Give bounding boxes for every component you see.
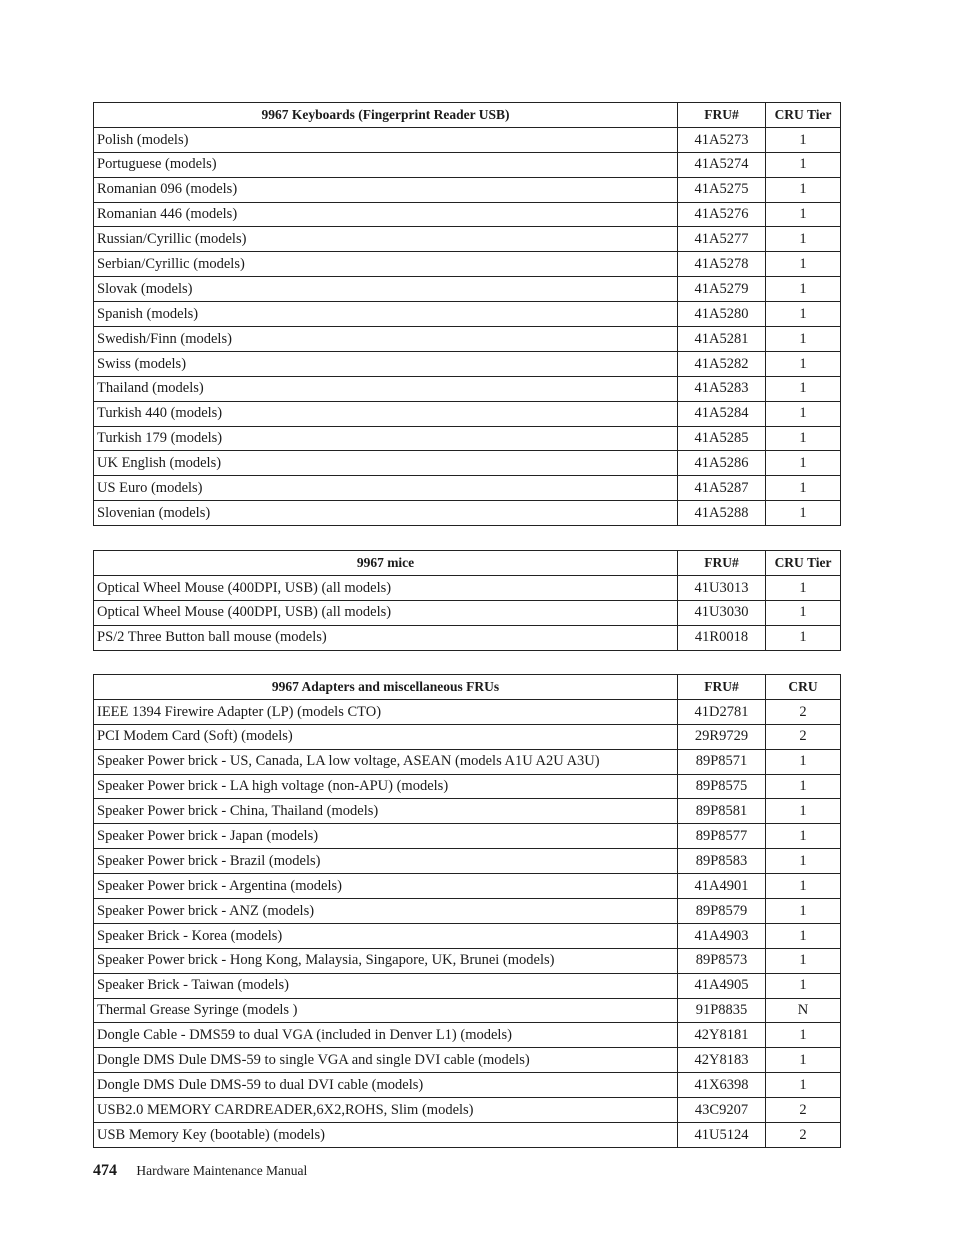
table-row xyxy=(94,948,841,973)
part-description: PCI Modem Card (Soft) (models) xyxy=(94,724,678,749)
cru-tier: 2 xyxy=(766,724,841,749)
cru-tier: 2 xyxy=(766,699,841,724)
table-row xyxy=(94,824,841,849)
part-description: Dongle DMS Dule DMS-59 to single VGA and single DVI cable (models) xyxy=(94,1048,678,1073)
fru-number: 41U3030 xyxy=(678,600,766,625)
cru-tier: 1 xyxy=(766,749,841,774)
table-row xyxy=(94,774,841,799)
fru-number: 89P8571 xyxy=(678,749,766,774)
part-description: Portuguese (models) xyxy=(94,152,678,177)
cru-tier: 1 xyxy=(766,799,841,824)
fru-number: 41A5288 xyxy=(678,501,766,526)
table-row xyxy=(94,476,841,501)
cru-tier: 1 xyxy=(766,351,841,376)
fru-number: 41A4901 xyxy=(678,874,766,899)
cru-tier: 1 xyxy=(766,899,841,924)
column-header-cru-tier: CRU Tier xyxy=(766,551,841,576)
table-row xyxy=(94,327,841,352)
cru-tier: 1 xyxy=(766,824,841,849)
part-description: Turkish 440 (models) xyxy=(94,401,678,426)
fru-number: 89P8573 xyxy=(678,948,766,973)
cru-tier: 1 xyxy=(766,948,841,973)
fru-number: 41A5284 xyxy=(678,401,766,426)
cru-tier: 1 xyxy=(766,476,841,501)
table-row xyxy=(94,351,841,376)
fru-number: 89P8575 xyxy=(678,774,766,799)
fru-number: 41A5278 xyxy=(678,252,766,277)
cru-tier: 1 xyxy=(766,451,841,476)
table-row xyxy=(94,426,841,451)
fru-number: 41A5276 xyxy=(678,202,766,227)
cru-tier: 1 xyxy=(766,1048,841,1073)
part-description: Serbian/Cyrillic (models) xyxy=(94,252,678,277)
part-description: Turkish 179 (models) xyxy=(94,426,678,451)
part-description: Speaker Power brick - Japan (models) xyxy=(94,824,678,849)
part-description: US Euro (models) xyxy=(94,476,678,501)
table-row xyxy=(94,376,841,401)
fru-number: 29R9729 xyxy=(678,724,766,749)
mice-fru-table xyxy=(93,550,841,651)
part-description: Speaker Brick - Taiwan (models) xyxy=(94,973,678,998)
table-row xyxy=(94,600,841,625)
table-row xyxy=(94,749,841,774)
table-row xyxy=(94,302,841,327)
fru-number: 41A5275 xyxy=(678,177,766,202)
fru-number: 41R0018 xyxy=(678,625,766,650)
table-row xyxy=(94,973,841,998)
fru-number: 41A5285 xyxy=(678,426,766,451)
part-description: Dongle Cable - DMS59 to dual VGA (included in Denver L1) (models) xyxy=(94,1023,678,1048)
cru-tier: 1 xyxy=(766,1023,841,1048)
table-row xyxy=(94,849,841,874)
part-description: Speaker Power brick - Brazil (models) xyxy=(94,849,678,874)
cru-tier: 1 xyxy=(766,127,841,152)
part-description: Optical Wheel Mouse (400DPI, USB) (all models) xyxy=(94,575,678,600)
fru-number: 41A5273 xyxy=(678,127,766,152)
cru-tier: 1 xyxy=(766,302,841,327)
fru-number: 89P8579 xyxy=(678,899,766,924)
fru-number: 41A5282 xyxy=(678,351,766,376)
fru-number: 89P8583 xyxy=(678,849,766,874)
column-header-fru: FRU# xyxy=(678,103,766,128)
table-row xyxy=(94,177,841,202)
cru-tier: 1 xyxy=(766,152,841,177)
cru-tier: 1 xyxy=(766,501,841,526)
table-row xyxy=(94,451,841,476)
cru-tier: N xyxy=(766,998,841,1023)
part-description: Thermal Grease Syringe (models ) xyxy=(94,998,678,1023)
cru-tier: 1 xyxy=(766,252,841,277)
table-row xyxy=(94,401,841,426)
part-description: Speaker Power brick - Argentina (models) xyxy=(94,874,678,899)
table-row xyxy=(94,152,841,177)
part-description: Swiss (models) xyxy=(94,351,678,376)
fru-number: 91P8835 xyxy=(678,998,766,1023)
table-row xyxy=(94,1073,841,1098)
cru-tier: 1 xyxy=(766,774,841,799)
page-footer xyxy=(93,1162,307,1180)
column-header-fru: FRU# xyxy=(678,675,766,700)
part-description: PS/2 Three Button ball mouse (models) xyxy=(94,625,678,650)
fru-number: 41A5287 xyxy=(678,476,766,501)
table-row xyxy=(94,625,841,650)
table-row xyxy=(94,724,841,749)
part-description: USB2.0 MEMORY CARDREADER,6X2,ROHS, Slim (models) xyxy=(94,1098,678,1123)
fru-number: 41D2781 xyxy=(678,699,766,724)
table-row xyxy=(94,501,841,526)
cru-tier: 1 xyxy=(766,277,841,302)
fru-number: 41A5280 xyxy=(678,302,766,327)
cru-tier: 1 xyxy=(766,426,841,451)
column-header-fru: FRU# xyxy=(678,551,766,576)
cru-tier: 1 xyxy=(766,401,841,426)
column-header-description: 9967 Adapters and miscellaneous FRUs xyxy=(94,675,678,700)
part-description: Romanian 096 (models) xyxy=(94,177,678,202)
part-description: Speaker Power brick - US, Canada, LA low voltage, ASEAN (models A1U A2U A3U) xyxy=(94,749,678,774)
cru-tier: 1 xyxy=(766,376,841,401)
cru-tier: 2 xyxy=(766,1098,841,1123)
manual-title: Hardware Maintenance Manual xyxy=(136,1163,308,1178)
part-description: USB Memory Key (bootable) (models) xyxy=(94,1123,678,1148)
fru-number: 41A5274 xyxy=(678,152,766,177)
table-row xyxy=(94,899,841,924)
cru-tier: 1 xyxy=(766,600,841,625)
fru-number: 42Y8183 xyxy=(678,1048,766,1073)
cru-tier: 1 xyxy=(766,1073,841,1098)
table-row xyxy=(94,277,841,302)
keyboards-fru-table xyxy=(93,102,841,526)
cru-tier: 1 xyxy=(766,625,841,650)
table-row xyxy=(94,127,841,152)
table-row xyxy=(94,575,841,600)
part-description: Russian/Cyrillic (models) xyxy=(94,227,678,252)
fru-number: 41U5124 xyxy=(678,1123,766,1148)
cru-tier: 1 xyxy=(766,973,841,998)
part-description: Slovenian (models) xyxy=(94,501,678,526)
column-header-cru-tier: CRU Tier xyxy=(766,103,841,128)
adapters-misc-fru-table xyxy=(93,674,841,1148)
fru-number: 41A4903 xyxy=(678,923,766,948)
cru-tier: 1 xyxy=(766,575,841,600)
cru-tier: 1 xyxy=(766,327,841,352)
fru-number: 41A5286 xyxy=(678,451,766,476)
part-description: Optical Wheel Mouse (400DPI, USB) (all models) xyxy=(94,600,678,625)
fru-number: 89P8581 xyxy=(678,799,766,824)
part-description: Thailand (models) xyxy=(94,376,678,401)
part-description: Swedish/Finn (models) xyxy=(94,327,678,352)
table-row xyxy=(94,227,841,252)
fru-number: 41X6398 xyxy=(678,1073,766,1098)
column-header-cru: CRU xyxy=(766,675,841,700)
table-row xyxy=(94,1098,841,1123)
cru-tier: 1 xyxy=(766,177,841,202)
table-header-row xyxy=(94,675,841,700)
page-number: 474 xyxy=(93,1162,117,1179)
cru-tier: 1 xyxy=(766,923,841,948)
part-description: IEEE 1394 Firewire Adapter (LP) (models CTO) xyxy=(94,699,678,724)
cru-tier: 1 xyxy=(766,202,841,227)
column-header-description: 9967 mice xyxy=(94,551,678,576)
table-header-row xyxy=(94,551,841,576)
table-header-row xyxy=(94,103,841,128)
fru-number: 41A4905 xyxy=(678,973,766,998)
cru-tier: 1 xyxy=(766,874,841,899)
fru-number: 41A5279 xyxy=(678,277,766,302)
part-description: Slovak (models) xyxy=(94,277,678,302)
table-row xyxy=(94,923,841,948)
part-description: Speaker Power brick - Hong Kong, Malaysia, Singapore, UK, Brunei (models) xyxy=(94,948,678,973)
table-row xyxy=(94,1123,841,1148)
fru-number: 42Y8181 xyxy=(678,1023,766,1048)
part-description: Romanian 446 (models) xyxy=(94,202,678,227)
cru-tier: 2 xyxy=(766,1123,841,1148)
table-row xyxy=(94,1048,841,1073)
table-row xyxy=(94,699,841,724)
table-row xyxy=(94,799,841,824)
table-row xyxy=(94,1023,841,1048)
fru-number: 41A5277 xyxy=(678,227,766,252)
table-row xyxy=(94,998,841,1023)
part-description: Dongle DMS Dule DMS-59 to dual DVI cable (models) xyxy=(94,1073,678,1098)
cru-tier: 1 xyxy=(766,227,841,252)
fru-number: 43C9207 xyxy=(678,1098,766,1123)
fru-number: 41A5281 xyxy=(678,327,766,352)
table-row xyxy=(94,874,841,899)
part-description: Speaker Power brick - China, Thailand (models) xyxy=(94,799,678,824)
part-description: UK English (models) xyxy=(94,451,678,476)
fru-number: 41U3013 xyxy=(678,575,766,600)
cru-tier: 1 xyxy=(766,849,841,874)
part-description: Speaker Power brick - LA high voltage (non-APU) (models) xyxy=(94,774,678,799)
table-row xyxy=(94,202,841,227)
part-description: Spanish (models) xyxy=(94,302,678,327)
fru-number: 41A5283 xyxy=(678,376,766,401)
column-header-description: 9967 Keyboards (Fingerprint Reader USB) xyxy=(94,103,678,128)
table-row xyxy=(94,252,841,277)
part-description: Speaker Brick - Korea (models) xyxy=(94,923,678,948)
part-description: Speaker Power brick - ANZ (models) xyxy=(94,899,678,924)
part-description: Polish (models) xyxy=(94,127,678,152)
fru-number: 89P8577 xyxy=(678,824,766,849)
